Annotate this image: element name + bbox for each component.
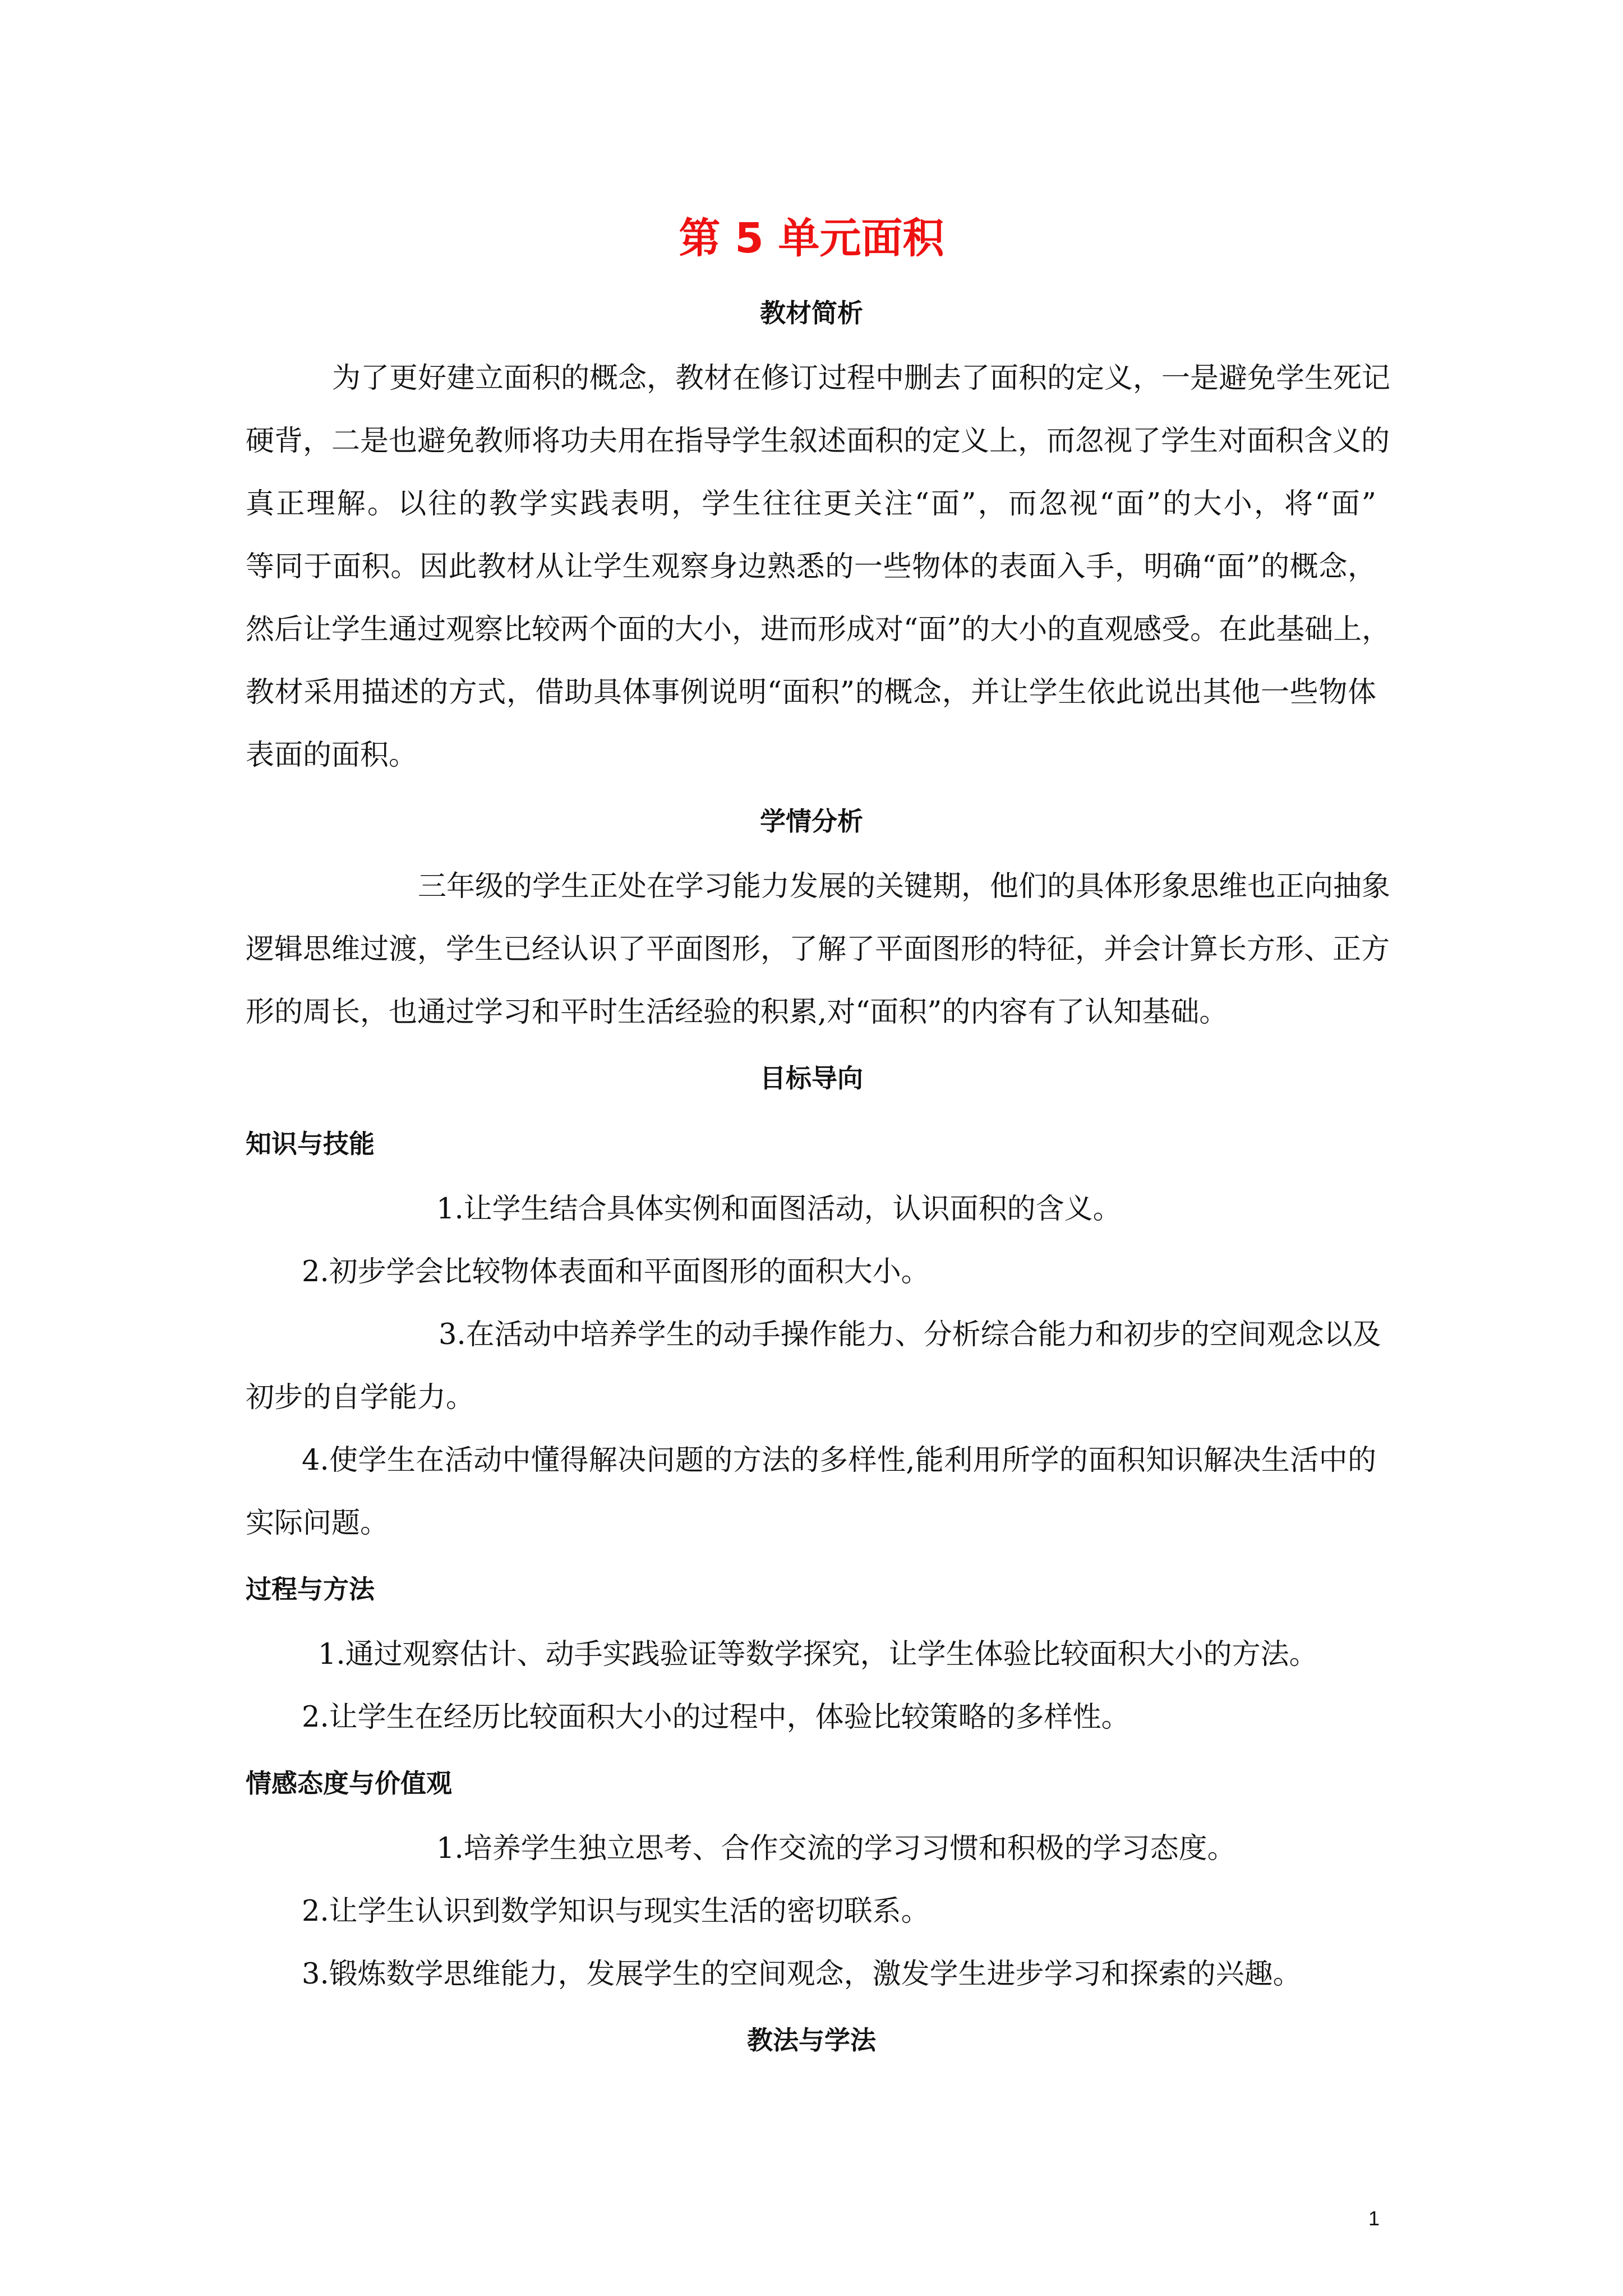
list-item: 3.在活动中培养学生的动手操作能力、分析综合能力和初步的空间观念以及 — [439, 1318, 1381, 1351]
page-number: 1 — [1368, 2207, 1380, 2230]
list-item: 2.初步学会比较物体表面和平面图形的面积大小。 — [302, 1255, 930, 1289]
list-item: 1.让学生结合具体实例和面图活动，认识面积的含义。 — [436, 1193, 1122, 1226]
paragraph-line: 然后让学生通过观察比较两个面的大小，进而形成对“面”的大小的直观感受。在此基础上， — [246, 613, 1391, 646]
list-item: 4.使学生在活动中懂得解决问题的方法的多样性,能利用所学的面积知识解决生活中的 — [302, 1444, 1376, 1477]
subheading-emotion: 情感态度与价值观 — [246, 1768, 452, 1798]
paragraph-line: 真正理解。以往的教学实践表明，学生往往更关注“面”，而忽视“面”的大小，将“面” — [246, 487, 1376, 521]
list-item: 1.培养学生独立思考、合作交流的学习习惯和积极的学习态度。 — [436, 1832, 1236, 1865]
list-item: 3.锻炼数学思维能力，发展学生的空间观念，激发学生进步学习和探索的兴趣。 — [302, 1958, 1302, 1991]
subheading-process: 过程与方法 — [246, 1574, 375, 1604]
section-heading-analysis: 教材简析 — [760, 298, 863, 328]
paragraph-line: 三年级的学生正处在学习能力发展的关键期，他们的具体形象思维也正向抽象 — [418, 870, 1391, 903]
list-item: 2.让学生认识到数学知识与现实生活的密切联系。 — [302, 1895, 930, 1928]
list-item: 2.让学生在经历比较面积大小的过程中，体验比较策略的多样性。 — [302, 1701, 1130, 1734]
section-heading-goals: 目标导向 — [760, 1063, 863, 1093]
paragraph-line: 形的周长，也通过学习和平时生活经验的积累,对“面积”的内容有了认知基础。 — [246, 996, 1228, 1029]
paragraph-line: 为了更好建立面积的概念，教材在修订过程中删去了面积的定义，一是避免学生死记 — [332, 362, 1391, 395]
paragraph-line: 表面的面积。 — [246, 739, 418, 772]
page-title: 第 5 单元面积 — [679, 214, 944, 263]
paragraph-line: 硬背，二是也避免教师将功夫用在指导学生叙述面积的定义上，而忽视了学生对面积含义的 — [246, 425, 1390, 458]
paragraph-line: 等同于面积。因此教材从让学生观察身边熟悉的一些物体的表面入手，明确“面”的概念， — [246, 550, 1376, 583]
paragraph-line: 逻辑思维过渡，学生已经认识了平面图形，了解了平面图形的特征，并会计算长方形、正方 — [246, 933, 1390, 966]
list-item: 1.通过观察估计、动手实践验证等数学探究，让学生体验比较面积大小的方法。 — [318, 1638, 1318, 1671]
subheading-knowledge: 知识与技能 — [246, 1129, 375, 1159]
list-item: 初步的自学能力。 — [246, 1381, 475, 1414]
section-heading-methods: 教法与学法 — [747, 2025, 876, 2055]
section-heading-learning: 学情分析 — [760, 806, 863, 836]
list-item: 实际问题。 — [246, 1507, 389, 1540]
paragraph-line: 教材采用描述的方式，借助具体事例说明“面积”的概念，并让学生依此说出其他一些物体 — [246, 676, 1376, 709]
